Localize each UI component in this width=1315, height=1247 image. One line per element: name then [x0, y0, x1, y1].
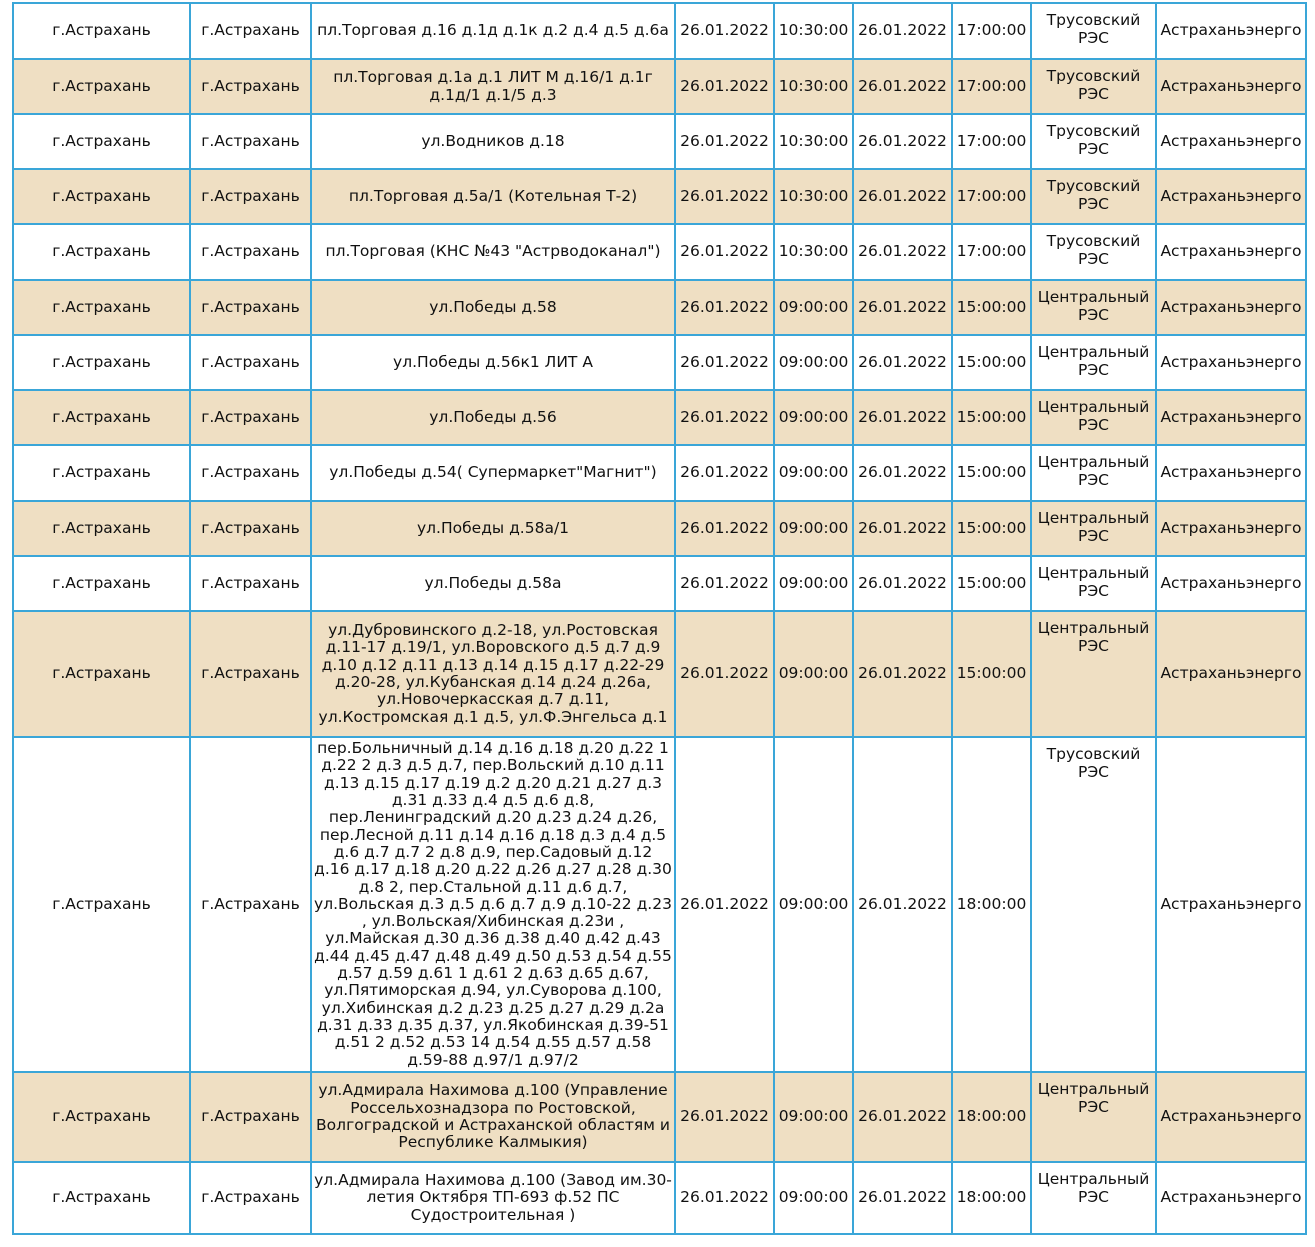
end-date-cell: 26.01.2022	[853, 224, 952, 280]
res-cell: Центральный РЭС	[1031, 1162, 1156, 1234]
address-cell: пл.Торговая д.1а д.1 ЛИТ М д.16/1 д.1г д.1д/1 д.1/5 д.3	[311, 59, 675, 114]
res-cell: Трусовский РЭС	[1031, 224, 1156, 280]
table-row	[13, 1072, 1306, 1162]
end-date-cell: 26.01.2022	[853, 1072, 952, 1162]
start-time-cell: 09:00:00	[774, 737, 853, 1072]
start-date-cell: 26.01.2022	[675, 390, 774, 445]
organization-cell: Астраханьэнерго	[1156, 335, 1306, 390]
table-row	[13, 169, 1306, 224]
end-time-cell: 17:00:00	[952, 3, 1031, 59]
address-cell: пл.Торговая д.16 д.1д д.1к д.2 д.4 д.5 д.6а	[311, 3, 675, 59]
start-time-cell: 10:30:00	[774, 224, 853, 280]
city-cell: г.Астрахань	[190, 1072, 311, 1162]
region-cell: г.Астрахань	[13, 501, 190, 556]
address-cell: ул.Победы д.58	[311, 280, 675, 335]
table-row	[13, 224, 1306, 280]
table-row	[13, 1162, 1306, 1234]
start-time-cell: 09:00:00	[774, 501, 853, 556]
organization-cell: Астраханьэнерго	[1156, 501, 1306, 556]
outage-schedule-table	[12, 2, 1307, 1235]
table-row	[13, 611, 1306, 737]
table-body	[13, 3, 1306, 1234]
region-cell: г.Астрахань	[13, 114, 190, 169]
end-date-cell: 26.01.2022	[853, 114, 952, 169]
address-cell: ул.Победы д.58а/1	[311, 501, 675, 556]
region-cell: г.Астрахань	[13, 390, 190, 445]
table-row	[13, 280, 1306, 335]
address-cell: ул.Победы д.56к1 ЛИТ А	[311, 335, 675, 390]
city-cell: г.Астрахань	[190, 501, 311, 556]
address-cell: ул.Победы д.54( Супермаркет"Магнит")	[311, 445, 675, 501]
city-cell: г.Астрахань	[190, 169, 311, 224]
region-cell: г.Астрахань	[13, 611, 190, 737]
res-cell: Трусовский РЭС	[1031, 59, 1156, 114]
city-cell: г.Астрахань	[190, 737, 311, 1072]
end-date-cell: 26.01.2022	[853, 501, 952, 556]
city-cell: г.Астрахань	[190, 224, 311, 280]
region-cell: г.Астрахань	[13, 59, 190, 114]
city-cell: г.Астрахань	[190, 390, 311, 445]
city-cell: г.Астрахань	[190, 3, 311, 59]
start-date-cell: 26.01.2022	[675, 1072, 774, 1162]
start-time-cell: 10:30:00	[774, 169, 853, 224]
end-time-cell: 15:00:00	[952, 280, 1031, 335]
end-time-cell: 15:00:00	[952, 445, 1031, 501]
address-cell: ул.Адмирала Нахимова д.100 (Управление Россельхознадзора по Ростовской, Волгоградской и Астраханской областям и Республике Калмыкия)	[311, 1072, 675, 1162]
end-time-cell: 18:00:00	[952, 737, 1031, 1072]
end-time-cell: 18:00:00	[952, 1072, 1031, 1162]
city-cell: г.Астрахань	[190, 335, 311, 390]
end-date-cell: 26.01.2022	[853, 737, 952, 1072]
address-cell: пл.Торговая д.5а/1 (Котельная Т-2)	[311, 169, 675, 224]
end-date-cell: 26.01.2022	[853, 1162, 952, 1234]
res-cell: Центральный РЭС	[1031, 501, 1156, 556]
start-time-cell: 09:00:00	[774, 1162, 853, 1234]
end-date-cell: 26.01.2022	[853, 169, 952, 224]
organization-cell: Астраханьэнерго	[1156, 1072, 1306, 1162]
address-cell: ул.Водников д.18	[311, 114, 675, 169]
address-cell: ул.Победы д.58а	[311, 556, 675, 611]
table-row	[13, 335, 1306, 390]
res-cell: Центральный РЭС	[1031, 611, 1156, 737]
res-cell: Центральный РЭС	[1031, 1072, 1156, 1162]
organization-cell: Астраханьэнерго	[1156, 737, 1306, 1072]
end-date-cell: 26.01.2022	[853, 445, 952, 501]
end-date-cell: 26.01.2022	[853, 59, 952, 114]
organization-cell: Астраханьэнерго	[1156, 390, 1306, 445]
res-cell: Трусовский РЭС	[1031, 737, 1156, 1072]
table-row	[13, 556, 1306, 611]
address-cell: пер.Больничный д.14 д.16 д.18 д.20 д.22 1 д.22 2 д.3 д.5 д.7, пер.Вольский д.10 д.11 д.13 д.15 д.17 д.19 д.2 д.20 д.21 д.27 д.3 д.31 д.33 д.4 д.5 д.6 д.8, пер.Ленинградский д.20 д.23 д.24 д.26, пер.Лесной д.11 д.14 д.16 д.18 д.3 д.4 д.5 д.6 д.7 д.7 2 д.8 д.9, пер.Садовый д.12 д.16 д.17 д.18 д.20 д.22 д.26 д.27 д.28 д.30 д.8 2, пер.Стальной д.11 д.6 д.7, ул.Вольская д.3 д.5 д.6 д.7 д.9 д.10-22 д.23 , ул.Вольская/Хибинская д.23и , ул.Майская д.30 д.36 д.38 д.40 д.42 д.43 д.44 д.45 д.47 д.48 д.49 д.50 д.53 д.54 д.55 д.57 д.59 д.61 1 д.61 2 д.63 д.65 д.67, ул.Пятиморская д.94, ул.Суворова д.100, ул.Хибинская д.2 д.23 д.25 д.27 д.29 д.2а д.31 д.33 д.35 д.37, ул.Якобинская д.39-51 д.51 2 д.52 д.53 14 д.54 д.55 д.57 д.58 д.59-88 д.97/1 д.97/2	[311, 737, 675, 1072]
organization-cell: Астраханьэнерго	[1156, 1162, 1306, 1234]
table-row	[13, 3, 1306, 59]
start-time-cell: 10:30:00	[774, 114, 853, 169]
end-time-cell: 15:00:00	[952, 611, 1031, 737]
region-cell: г.Астрахань	[13, 280, 190, 335]
organization-cell: Астраханьэнерго	[1156, 59, 1306, 114]
start-time-cell: 09:00:00	[774, 445, 853, 501]
start-date-cell: 26.01.2022	[675, 611, 774, 737]
organization-cell: Астраханьэнерго	[1156, 224, 1306, 280]
start-date-cell: 26.01.2022	[675, 3, 774, 59]
region-cell: г.Астрахань	[13, 556, 190, 611]
region-cell: г.Астрахань	[13, 737, 190, 1072]
start-date-cell: 26.01.2022	[675, 169, 774, 224]
end-time-cell: 15:00:00	[952, 556, 1031, 611]
end-date-cell: 26.01.2022	[853, 390, 952, 445]
res-cell: Трусовский РЭС	[1031, 169, 1156, 224]
table-row	[13, 501, 1306, 556]
end-time-cell: 15:00:00	[952, 390, 1031, 445]
end-date-cell: 26.01.2022	[853, 556, 952, 611]
start-time-cell: 09:00:00	[774, 611, 853, 737]
address-cell: ул.Адмирала Нахимова д.100 (Завод им.30-летия Октября ТП-693 ф.52 ПС Судостроительная )	[311, 1162, 675, 1234]
table-row	[13, 114, 1306, 169]
res-cell: Трусовский РЭС	[1031, 3, 1156, 59]
start-time-cell: 10:30:00	[774, 3, 853, 59]
res-cell: Центральный РЭС	[1031, 556, 1156, 611]
start-date-cell: 26.01.2022	[675, 501, 774, 556]
city-cell: г.Астрахань	[190, 611, 311, 737]
end-time-cell: 17:00:00	[952, 59, 1031, 114]
region-cell: г.Астрахань	[13, 169, 190, 224]
table-row	[13, 445, 1306, 501]
end-date-cell: 26.01.2022	[853, 3, 952, 59]
end-time-cell: 15:00:00	[952, 501, 1031, 556]
res-cell: Центральный РЭС	[1031, 280, 1156, 335]
region-cell: г.Астрахань	[13, 1072, 190, 1162]
city-cell: г.Астрахань	[190, 114, 311, 169]
city-cell: г.Астрахань	[190, 556, 311, 611]
res-cell: Центральный РЭС	[1031, 335, 1156, 390]
start-date-cell: 26.01.2022	[675, 556, 774, 611]
region-cell: г.Астрахань	[13, 3, 190, 59]
start-time-cell: 09:00:00	[774, 280, 853, 335]
address-cell: ул.Дубровинского д.2-18, ул.Ростовская д.11-17 д.19/1, ул.Воровского д.5 д.7 д.9 д.10 д.12 д.11 д.13 д.14 д.15 д.17 д.22-29 д.20-28, ул.Кубанская д.14 д.24 д.26а, ул.Новочеркасская д.7 д.11, ул.Костромская д.1 д.5, ул.Ф.Энгельса д.1	[311, 611, 675, 737]
start-date-cell: 26.01.2022	[675, 1162, 774, 1234]
organization-cell: Астраханьэнерго	[1156, 445, 1306, 501]
res-cell: Центральный РЭС	[1031, 390, 1156, 445]
table-row	[13, 59, 1306, 114]
res-cell: Трусовский РЭС	[1031, 114, 1156, 169]
start-date-cell: 26.01.2022	[675, 737, 774, 1072]
start-time-cell: 10:30:00	[774, 59, 853, 114]
organization-cell: Астраханьэнерго	[1156, 280, 1306, 335]
region-cell: г.Астрахань	[13, 335, 190, 390]
end-time-cell: 17:00:00	[952, 169, 1031, 224]
end-time-cell: 15:00:00	[952, 335, 1031, 390]
city-cell: г.Астрахань	[190, 1162, 311, 1234]
table-row	[13, 390, 1306, 445]
organization-cell: Астраханьэнерго	[1156, 3, 1306, 59]
region-cell: г.Астрахань	[13, 1162, 190, 1234]
start-time-cell: 09:00:00	[774, 556, 853, 611]
start-time-cell: 09:00:00	[774, 1072, 853, 1162]
organization-cell: Астраханьэнерго	[1156, 114, 1306, 169]
organization-cell: Астраханьэнерго	[1156, 611, 1306, 737]
address-cell: пл.Торговая (КНС №43 "Астрводоканал")	[311, 224, 675, 280]
start-date-cell: 26.01.2022	[675, 335, 774, 390]
res-cell: Центральный РЭС	[1031, 445, 1156, 501]
city-cell: г.Астрахань	[190, 280, 311, 335]
city-cell: г.Астрахань	[190, 59, 311, 114]
start-date-cell: 26.01.2022	[675, 280, 774, 335]
end-time-cell: 18:00:00	[952, 1162, 1031, 1234]
region-cell: г.Астрахань	[13, 224, 190, 280]
city-cell: г.Астрахань	[190, 445, 311, 501]
start-time-cell: 09:00:00	[774, 390, 853, 445]
start-time-cell: 09:00:00	[774, 335, 853, 390]
address-cell: ул.Победы д.56	[311, 390, 675, 445]
end-time-cell: 17:00:00	[952, 224, 1031, 280]
start-date-cell: 26.01.2022	[675, 59, 774, 114]
end-date-cell: 26.01.2022	[853, 335, 952, 390]
region-cell: г.Астрахань	[13, 445, 190, 501]
end-date-cell: 26.01.2022	[853, 611, 952, 737]
organization-cell: Астраханьэнерго	[1156, 556, 1306, 611]
table-row	[13, 737, 1306, 1072]
organization-cell: Астраханьэнерго	[1156, 169, 1306, 224]
start-date-cell: 26.01.2022	[675, 114, 774, 169]
start-date-cell: 26.01.2022	[675, 445, 774, 501]
start-date-cell: 26.01.2022	[675, 224, 774, 280]
end-time-cell: 17:00:00	[952, 114, 1031, 169]
end-date-cell: 26.01.2022	[853, 280, 952, 335]
